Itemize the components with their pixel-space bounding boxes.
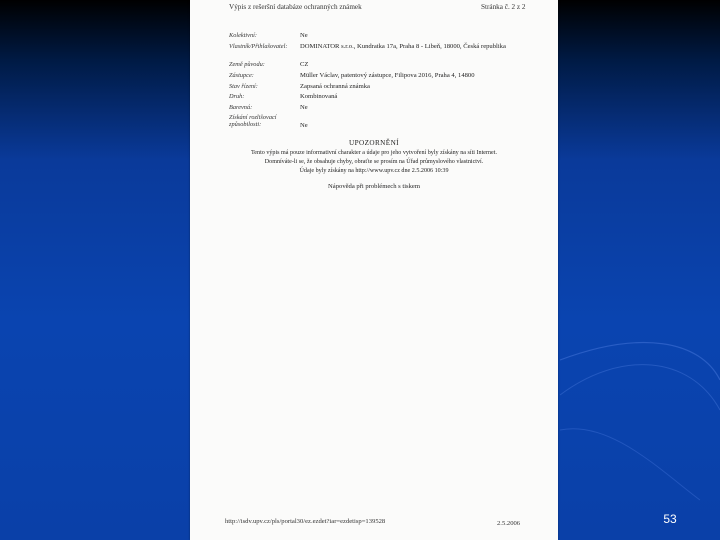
help-link: Nápověda při problémech s tiskem (328, 183, 420, 190)
field-label-kolektivni: Kolektivní: (229, 32, 257, 39)
field-value-stav-rizeni: Zapsaná ochranná známka (300, 83, 370, 90)
notice-line: Tento výpis má pouze informativní charakter a údaje pro jeho vytvoření byly získány na síti Internet. (251, 150, 497, 156)
footer-date: 2.5.2006 (497, 520, 521, 527)
field-label-rozlisovaci-zpusobilost: Získání rozlišovací způsobilosti: (229, 114, 277, 128)
field-label-zeme-puvodu: Země původu: (229, 61, 265, 68)
field-label-barevna: Barevná: (229, 104, 253, 111)
field-value-zastupce: Müller Václav, patentový zástupce, Filipova 2016, Praha 4, 14800 (300, 72, 475, 79)
scanned-document-page (190, 0, 558, 540)
field-label-zastupce: Zástupce: (229, 72, 254, 79)
notice-title: UPOZORNĚNÍ (349, 139, 399, 147)
field-label-stav-rizeni: Stav řízení: (229, 83, 258, 90)
field-value-zeme-puvodu: CZ (300, 61, 309, 68)
document-header-title: Výpis z rešeršní databáze ochranných známek (229, 3, 362, 11)
notice-line: Domníváte-li se, že obsahuje chyby, obraťte se prosím na Úřad průmyslového vlastnictví. (264, 159, 484, 165)
notice-line: Údaje byly získány na http://www.upv.cz dne 2.5.2006 10:39 (299, 168, 449, 174)
field-value-kolektivni: Ne (300, 32, 308, 39)
field-value-barevna: Ne (300, 104, 308, 111)
field-value-rozlisovaci-zpusobilost: Ne (300, 122, 308, 129)
field-value-vlastnik: DOMINATOR s.r.o., Kundratka 17a, Praha 8 - Libeň, 18000, Česká republika (300, 43, 506, 50)
document-header-page: Stránka č. 2 z 2 (481, 3, 526, 11)
slide-number: 53 (663, 512, 677, 526)
field-label-druh: Druh: (229, 93, 245, 100)
field-value-druh: Kombinovaná (300, 93, 338, 100)
footer-url: http://isdv.upv.cz/pls/portal30/ez.ezdet?iar=ezdetisp=139528 (225, 518, 386, 525)
field-label-vlastnik: Vlastník/Přihlašovatel: (229, 43, 288, 50)
